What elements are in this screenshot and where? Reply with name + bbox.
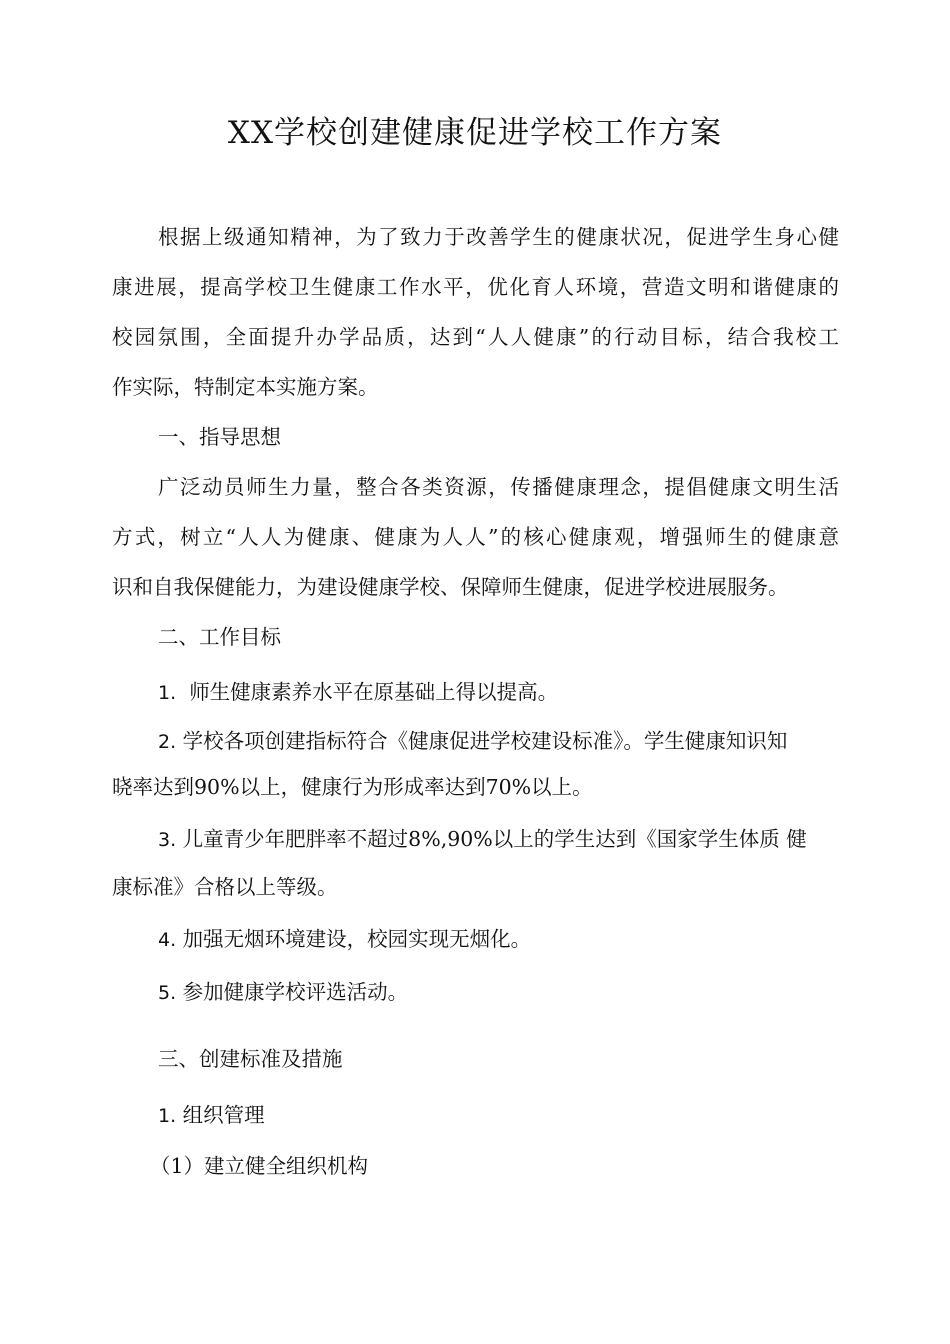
goal-item-2-line-2: 晓率达到90%以上，健康行为形成率达到70%以上。 xyxy=(112,775,593,799)
intro-line-3: 校园氛围，全面提升办学品质，达到“人人健康”的行动目标，结合我校工 xyxy=(112,325,839,349)
intro-line-2: 康进展，提高学校卫生健康工作水平，优化育人环境，营造文明和谐健康的 xyxy=(112,275,839,299)
goal-item-5-text: 参加健康学校评选活动。 xyxy=(182,980,409,1004)
measure-item-1 xyxy=(158,1100,265,1131)
goal-item-1-text: 师生健康素养水平在原基础上得以提高。 xyxy=(189,680,559,704)
goal-item-2-number: 2. xyxy=(158,731,177,753)
goal-item-4 xyxy=(158,924,531,955)
section-heading-guiding-ideology: 一、指导思想 xyxy=(158,425,281,449)
goal-item-1 xyxy=(158,677,558,708)
goal-item-3-line-1 xyxy=(158,824,807,855)
intro-line-1: 根据上级通知精神，为了致力于改善学生的健康状况，促进学生身心健 xyxy=(158,225,839,249)
measure-item-1-number: 1. xyxy=(158,1105,177,1127)
goal-item-3-text: 儿童青少年肥胖率不超过8%,90%以上的学生达到《国家学生体质 健 xyxy=(182,827,807,851)
section-heading-standards-measures: 三、创建标准及措施 xyxy=(158,1047,343,1071)
section-heading-work-goals: 二、工作目标 xyxy=(158,625,281,649)
guiding-line-1: 广泛动员师生力量，整合各类资源，传播健康理念，提倡健康文明生活 xyxy=(158,475,839,499)
goal-item-5 xyxy=(158,977,408,1008)
document-title: XX学校创建健康促进学校工作方案 xyxy=(227,115,723,151)
goal-item-4-text: 加强无烟环境建设，校园实现无烟化。 xyxy=(182,927,532,951)
goal-item-1-number: 1. xyxy=(158,682,177,704)
intro-line-4: 作实际，特制定本实施方案。 xyxy=(112,375,379,399)
measure-sub-item-1-1: （1）建立健全组织机构 xyxy=(150,1154,369,1178)
goal-item-2-text: 学校各项创建指标符合《健康促进学校建设标准》。学生健康知识知 xyxy=(182,729,788,753)
goal-item-5-number: 5. xyxy=(158,982,177,1004)
guiding-line-2: 方式，树立“人人为健康、健康为人人”的核心健康观，增强师生的健康意 xyxy=(112,525,839,549)
goal-item-3-number: 3. xyxy=(158,829,177,851)
goal-item-3-line-2: 康标准》合格以上等级。 xyxy=(112,875,338,899)
goal-item-4-number: 4. xyxy=(158,929,177,951)
guiding-line-3: 识和自我保健能力，为建设健康学校、保障师生健康，促进学校进展服务。 xyxy=(112,575,789,599)
measure-item-1-text: 组织管理 xyxy=(182,1103,265,1127)
goal-item-2-line-1 xyxy=(158,726,839,757)
